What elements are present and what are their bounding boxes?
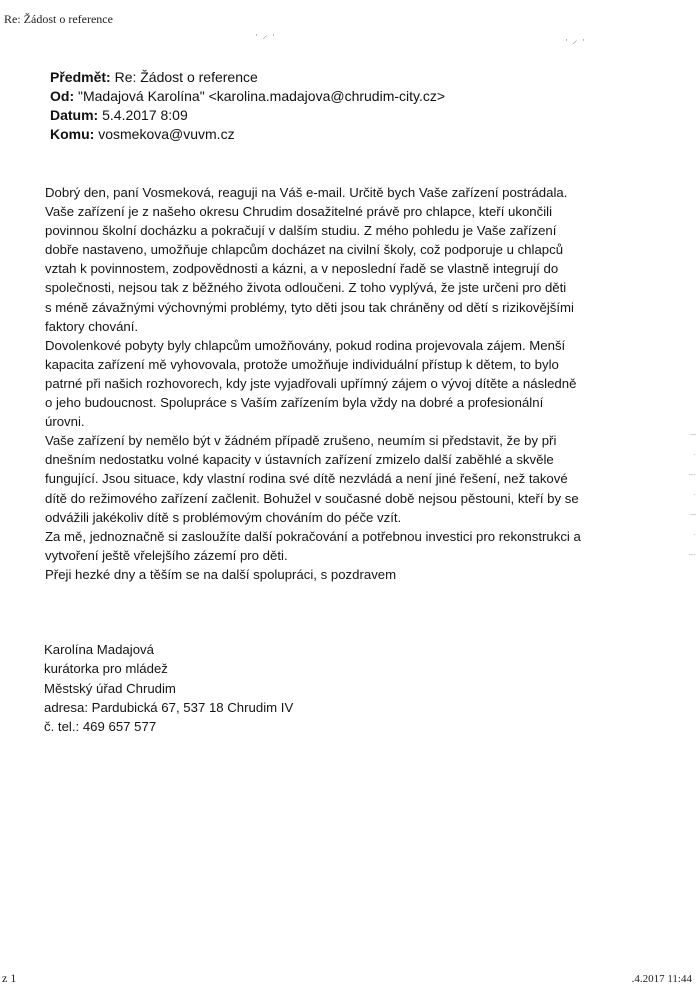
body-line: dnešním nedostatku volné kapacity v ústavních zařízení zmizelo další zaběhlé a skvěle (45, 452, 554, 468)
subject-label: Předmět: (50, 69, 111, 85)
to-label: Komu: (50, 126, 95, 142)
body-line: s méně závažnými výchovnými problémy, tyto děti jsou tak chráněny od dětí s rizikovějšími (45, 299, 574, 315)
from-row (50, 87, 445, 106)
body-line: kapacita zařízení mě vyhovovala, protože umožňuje individuální přístup k dětem, to bylo (45, 356, 559, 372)
body-line: Dovolenkové pobyty byly chlapcům umožňovány, pokud rodina projevovala zájem. Menší (45, 337, 566, 353)
body-line: faktory chování. (45, 318, 139, 334)
page-footer-timestamp: .4.2017 11:44 (631, 973, 692, 985)
signature-name: Karolína Madajová (44, 642, 154, 657)
subject-value: Re: Žádost o reference (114, 69, 258, 85)
scan-speck: · ⸝ · (565, 36, 586, 46)
page-footer-left: z 1 (2, 971, 17, 985)
body-line: Vaše zařízení by nemělo být v žádném případě zrušeno, neumím si představit, že by při (45, 433, 557, 449)
signature-address: adresa: Pardubická 67, 537 18 Chrudim IV (44, 699, 294, 715)
signature-office: Městský úřad Chrudim (44, 680, 176, 696)
date-value: 5.4.2017 8:09 (102, 107, 188, 123)
date-row (50, 106, 445, 125)
body-line: Za mě, jednoznačně si zasloužíte další pokračování a potřebnou investici pro rekonstrukci a (45, 528, 581, 544)
signature-phone: č. tel.: 469 657 577 (44, 719, 157, 735)
email-header (50, 68, 445, 144)
from-label: Od: (50, 88, 75, 104)
subject-row (50, 68, 445, 87)
to-row (50, 125, 445, 144)
scan-edge-marks: ·– · –· · ·– · –· (688, 430, 696, 559)
print-header-title: Re: Žádost o reference (4, 12, 113, 26)
body-line: společnosti, nejsou tak z běžného života odloučeni. Z toho vyplývá, že jste určeni pro děti (45, 280, 567, 296)
body-line: Přeji hezké dny a těším se na další spolupráci, s pozdravem (45, 566, 397, 582)
body-line: dítě do režimového zařízení začlenit. Bohužel v současné době nejsou pěstouni, kteří by se (45, 490, 579, 506)
body-line: úrovni. (45, 414, 85, 430)
body-line: povinnou školní docházku a pokračují v dalším studiu. Z mého pohledu je Vaše zařízení (45, 223, 557, 239)
email-body (45, 183, 645, 584)
date-label: Datum: (50, 107, 99, 123)
signature-block (44, 640, 293, 736)
body-line: odvážili jakékoliv dítě s problémovým chováním do péče vzít. (45, 509, 402, 525)
to-value: vosmekova@vuvm.cz (98, 126, 235, 142)
from-value: "Madajová Karolína" <karolina.madajova@chrudim-city.cz> (78, 88, 446, 104)
body-line: vztah k povinnostem, zodpovědnosti a kázni, a v neposlední řadě se vlastně integrují do (45, 261, 559, 277)
body-line: patrné při našich rozhovorech, kdy jste vyjadřovali upřímný zájem o vývoj dítěte a následně (45, 375, 577, 391)
body-line: o jeho budoucnost. Spolupráce s Vaším zařízením byla vždy na dobré a profesionální (45, 395, 544, 411)
body-line: dobře nastaveno, umožňuje chlapcům docházet na civilní školy, což podporuje u chlapců (45, 242, 564, 258)
body-line: fungující. Jsou situace, kdy vlastní rodina své dítě nezvládá a není jiné řešení, než takové (45, 471, 568, 487)
body-line: Vaše zařízení je z našeho okresu Chrudim dosažitelné právě pro chlapce, kteří ukončili (45, 204, 553, 220)
scan-speck: · ⸝ · (255, 31, 276, 41)
body-line: Dobrý den, paní Vosmeková, reaguji na Váš e-mail. Určitě bych Vaše zařízení postrádala. (45, 185, 568, 200)
signature-role: kurátorka pro mládež (44, 661, 168, 677)
body-line: vytvoření ještě vřelejšího zázemí pro děti. (45, 547, 288, 563)
